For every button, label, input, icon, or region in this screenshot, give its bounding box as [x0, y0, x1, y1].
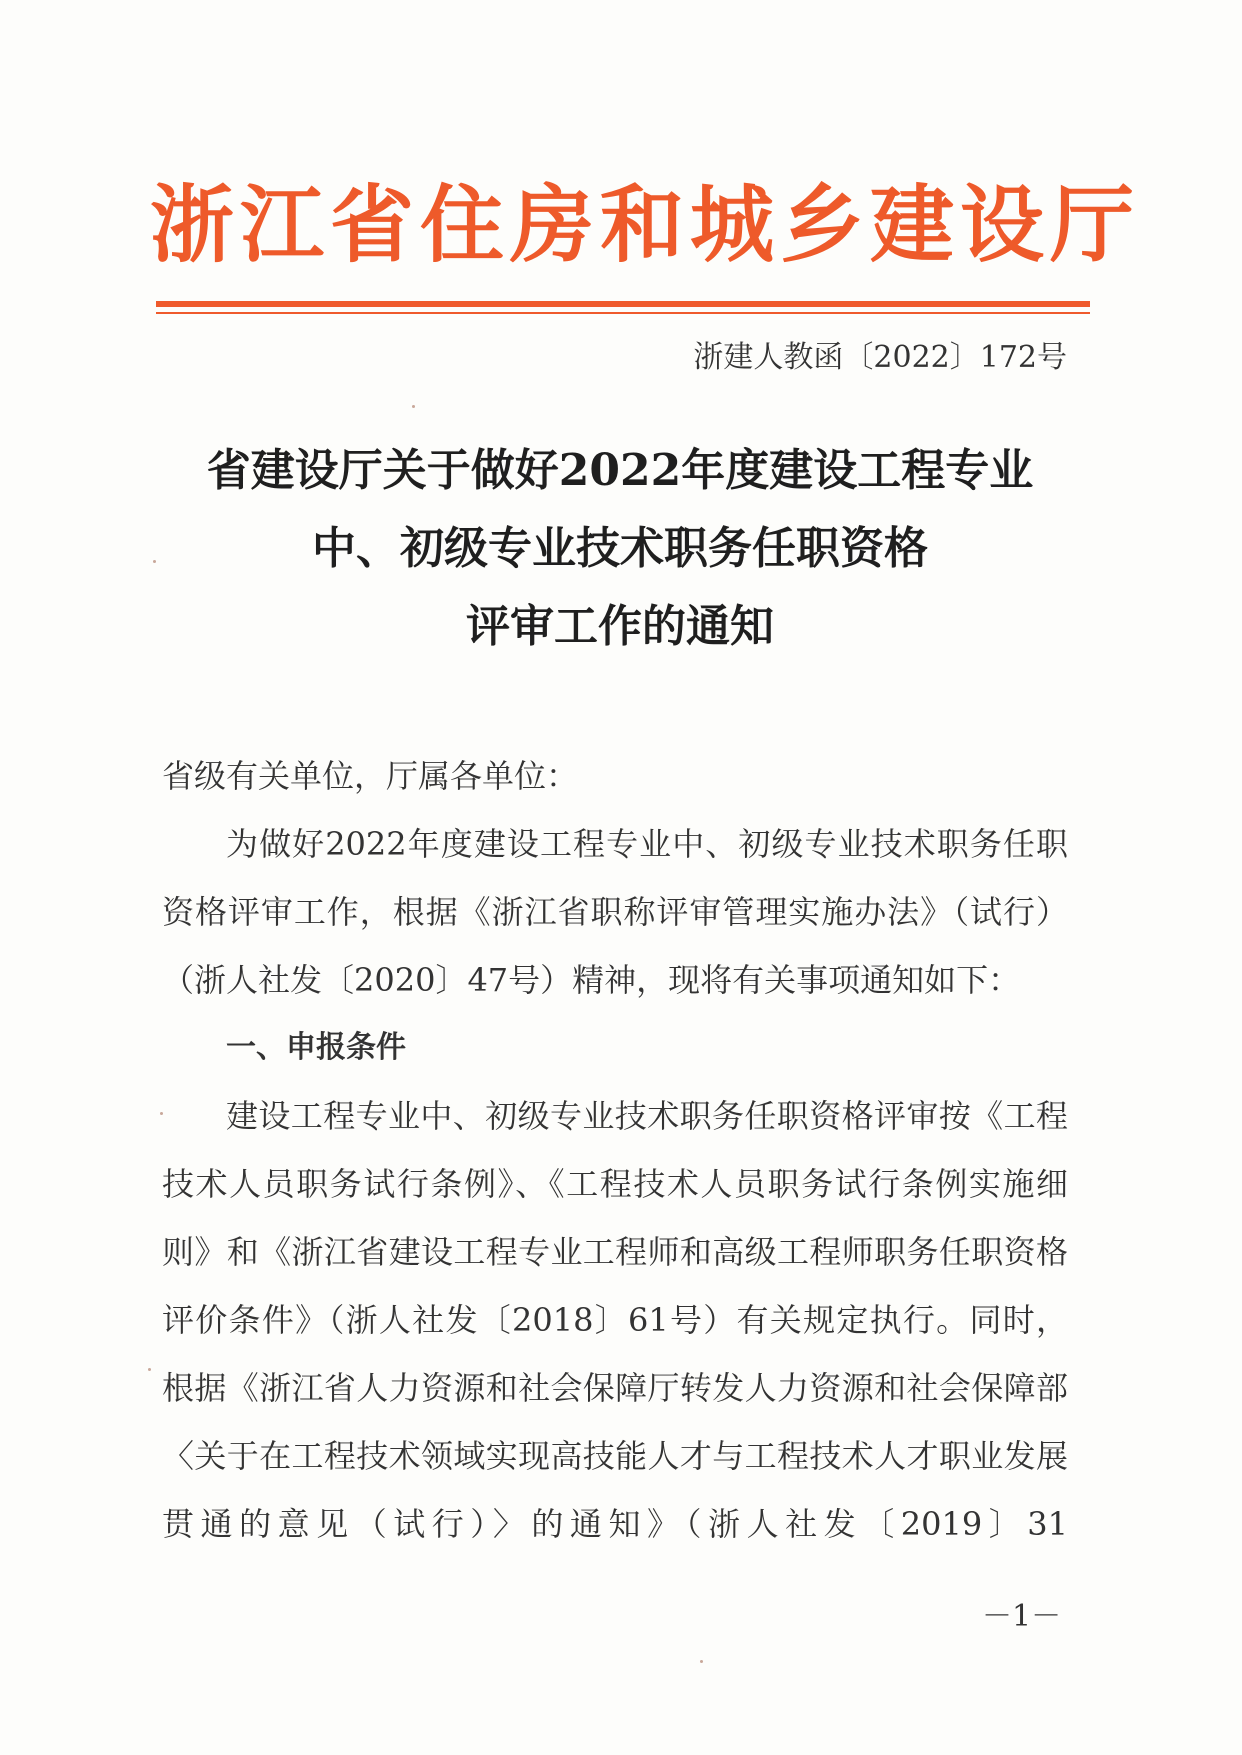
scan-speck	[153, 560, 156, 563]
scan-speck	[160, 1112, 163, 1115]
letterhead-rule-thick	[156, 301, 1090, 307]
paragraph-2: 建设工程专业中、初级专业技术职务任职资格评审按《工程技术人员职务试行条例》、《工程技术人员职务试行条例实施细则》和《浙江省建设工程专业工程师和高级工程师职务任职资格评价条件》（浙人社发〔2018〕61号）有关规定执行。同时，根据《浙江省人力资源和社会保障厅转发人力资源和社会保障部〈关于在工程技术领域实现高技能人才与工程技术人才职业发展贯通的意见（试行）〉的通知》（浙人社发〔2019〕31	[162, 1097, 1068, 1543]
salutation: 省级有关单位，厅属各单位：	[162, 757, 579, 795]
letterhead-rule-thin	[156, 312, 1090, 314]
page-number: －1－	[982, 1599, 1062, 1634]
title-line-1: 省建设厅关于做好2022年度建设工程专业	[206, 445, 1034, 496]
scan-speck	[412, 405, 415, 408]
scan-speck	[700, 1660, 703, 1663]
title-line-2: 中、初级专业技术职务任职资格	[312, 523, 928, 574]
title-line-3: 评审工作的通知	[466, 601, 774, 652]
document-body	[162, 742, 1068, 1558]
letterhead-title: 浙江省住房和城乡建设厅	[150, 176, 1141, 274]
scan-speck	[148, 1368, 151, 1371]
document-title	[120, 432, 1120, 666]
section-1-heading: 一、申报条件	[226, 1030, 406, 1065]
document-number: 浙建人教函〔2022〕172号	[693, 340, 1067, 375]
paragraph-1: 为做好2022年度建设工程专业中、初级专业技术职务任职资格评审工作，根据《浙江省职称评审管理实施办法》（试行）（浙人社发〔2020〕47号）精神，现将有关事项通知如下：	[162, 825, 1068, 999]
